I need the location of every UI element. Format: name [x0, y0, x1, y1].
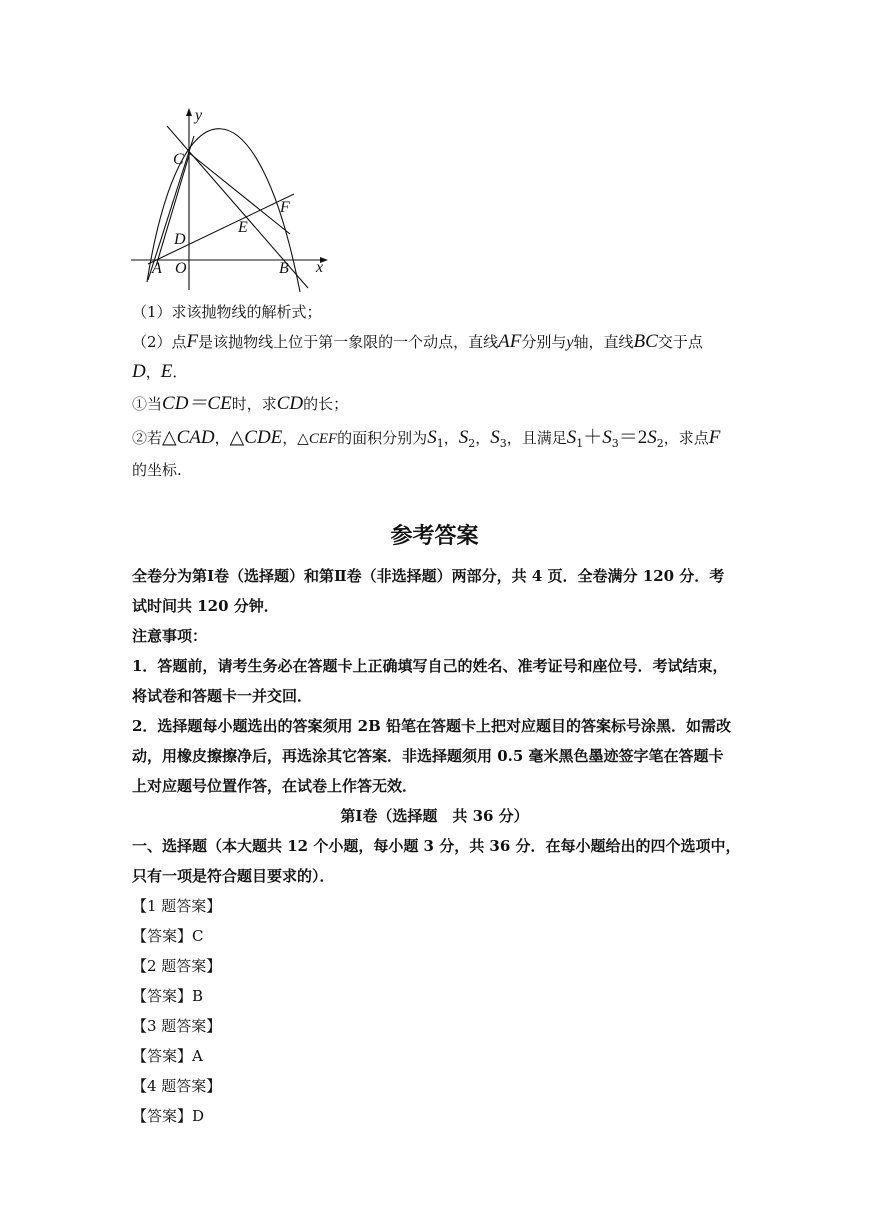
- intro-line-1: 全卷分为第Ⅰ卷（选择题）和第Ⅱ卷（非选择题）两部分，共 4 页．全卷满分 120 分．考: [132, 567, 725, 585]
- parabola-figure: [128, 106, 338, 292]
- question-1: （1）求该抛物线的解析式；: [132, 303, 322, 321]
- section-1-line-2: 只有一项是符合题目要求的）．: [132, 867, 335, 885]
- notice-heading: 注意事项：: [132, 627, 208, 645]
- question-2-line1: （2）点F是该抛物线上位于第一象限的一个动点，直线AF分别与y轴，直线BC交于点: [132, 331, 703, 352]
- line-ac: [148, 136, 194, 280]
- part-1-heading: 第Ⅰ卷（选择题 共 36 分）: [340, 807, 529, 825]
- notice-2-line-2: 动，用橡皮擦擦净后，再选涂其它答案．非选择题须用 0.5 毫米黑色墨迹签字笔在答题卡: [132, 747, 724, 765]
- answer-item: 【2 题答案】: [132, 957, 222, 975]
- answer-item: 【4 题答案】: [132, 1077, 222, 1095]
- label-f: F: [280, 199, 290, 216]
- notice-2-line-1: 2．选择题每小题选出的答案须用 2B 铅笔在答题卡上把对应题目的答案标号涂黑．如需改: [132, 717, 732, 735]
- label-y: y: [195, 107, 203, 124]
- label-x: x: [316, 259, 324, 276]
- question-2-line2: D，E．: [132, 361, 188, 382]
- answer-item: 【答案】A: [132, 1047, 203, 1065]
- question-2-ii-line2: 的坐标.: [132, 461, 182, 479]
- y-axis-arrow: [186, 108, 192, 116]
- answer-item: 【答案】B: [132, 987, 204, 1005]
- label-b: B: [279, 260, 289, 277]
- answer-item: 【1 题答案】: [132, 897, 222, 915]
- question-2-i: ①当CD＝CE时，求CD的长；: [132, 393, 349, 414]
- label-e: E: [238, 219, 248, 236]
- answer-item: 【答案】D: [132, 1107, 205, 1125]
- notice-1-line-2: 将试卷和答题卡一并交回．: [132, 687, 313, 705]
- section-1-line-1: 一、选择题（本大题共 12 个小题，每小题 3 分，共 36 分．在每小题给出的四个选项中，: [132, 837, 741, 855]
- line-af: [148, 194, 294, 264]
- label-c: C: [173, 151, 184, 168]
- label-o: O: [175, 260, 187, 277]
- answer-item: 【答案】C: [132, 927, 204, 945]
- label-a: A: [152, 260, 162, 277]
- answer-item: 【3 题答案】: [132, 1017, 222, 1035]
- answers-title: 参考答案: [390, 523, 479, 549]
- line-ca-inner: [156, 152, 190, 266]
- notice-1-line-1: 1．答题前，请考生务必在答题卡上正确填写自己的姓名、准考证号和座位号．考试结束，: [132, 657, 728, 675]
- intro-line-2: 试时间共 120 分钟．: [132, 597, 279, 615]
- question-2-ii-line1: ②若△CAD，△CDE，△CEF的面积分别为$S_1$，$S_2$，$S_3$，且满足$S_1+S_3=2S_2$，求点F: [132, 427, 721, 450]
- notice-2-line-3: 上对应题号位置作答，在试卷上作答无效．: [132, 777, 418, 795]
- label-d: D: [174, 231, 186, 248]
